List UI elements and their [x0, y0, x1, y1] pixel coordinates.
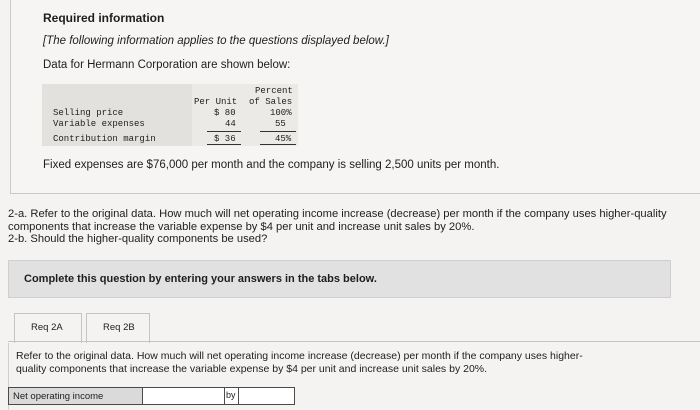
- row-percent-contribution-margin: 45%: [275, 134, 292, 144]
- question-text: [8, 208, 698, 246]
- change-direction-input[interactable]: [143, 387, 225, 405]
- complete-instructions-banner: [8, 260, 671, 298]
- row-label-variable-expenses: Variable expenses: [53, 119, 145, 129]
- row-label-selling-price: Selling price: [53, 108, 124, 118]
- row-percent-selling-price: 100%: [270, 108, 292, 118]
- answer-row: [8, 387, 298, 405]
- total-rule-percent: [260, 144, 296, 145]
- change-amount-input[interactable]: [239, 387, 295, 405]
- row-percent-variable-expenses: 55: [275, 119, 286, 129]
- req-2a-prompt-line-2: quality components that increase the variable expense by $4 per unit and increase unit sales by 20%.: [16, 363, 488, 375]
- required-information-heading: Required information: [43, 11, 165, 25]
- req-2a-prompt: [16, 350, 636, 376]
- subtotal-rule-per-unit: [207, 131, 241, 132]
- fixed-expenses-text: Fixed expenses are $76,000 per month and the company is selling 2,500 units per month.: [43, 159, 500, 171]
- instruction-note: [The following information applies to the questions displayed below.]: [43, 35, 389, 47]
- data-intro-text: Data for Hermann Corporation are shown below:: [43, 59, 291, 71]
- row-per-unit-contribution-margin: $ 36: [214, 134, 236, 144]
- tab-panel-border: [8, 341, 700, 342]
- header-percent: Percent: [255, 86, 293, 96]
- req-2a-prompt-line-1: Refer to the original data. How much will net operating income increase (decrease) per month if the company uses higher-: [16, 350, 583, 362]
- contribution-data-table: [42, 84, 298, 146]
- tab-req-2b[interactable]: Req 2B: [86, 313, 150, 343]
- total-rule-per-unit: [207, 144, 241, 145]
- by-label: by: [225, 387, 239, 405]
- question-line-2: components that increase the variable expense by $4 per unit and increase unit sales by 20%.: [8, 220, 475, 233]
- header-of-sales: of Sales: [249, 97, 293, 107]
- complete-instructions-text: Complete this question by entering your answers in the tabs below.: [24, 273, 377, 285]
- question-line-3: 2-b. Should the higher-quality components be used?: [8, 233, 268, 245]
- row-per-unit-variable-expenses: 44: [225, 119, 236, 129]
- question-line-1: 2-a. Refer to the original data. How much will net operating income increase (decrease) per month if the company uses higher-quality: [8, 208, 667, 220]
- net-operating-income-label: Net operating income: [8, 387, 143, 405]
- header-per-unit: Per Unit: [194, 97, 238, 107]
- tab-req-2a[interactable]: Req 2A: [14, 313, 82, 343]
- row-per-unit-selling-price: $ 80: [214, 108, 236, 118]
- subtotal-rule-percent: [260, 131, 296, 132]
- row-label-contribution-margin: Contribution margin: [53, 134, 156, 144]
